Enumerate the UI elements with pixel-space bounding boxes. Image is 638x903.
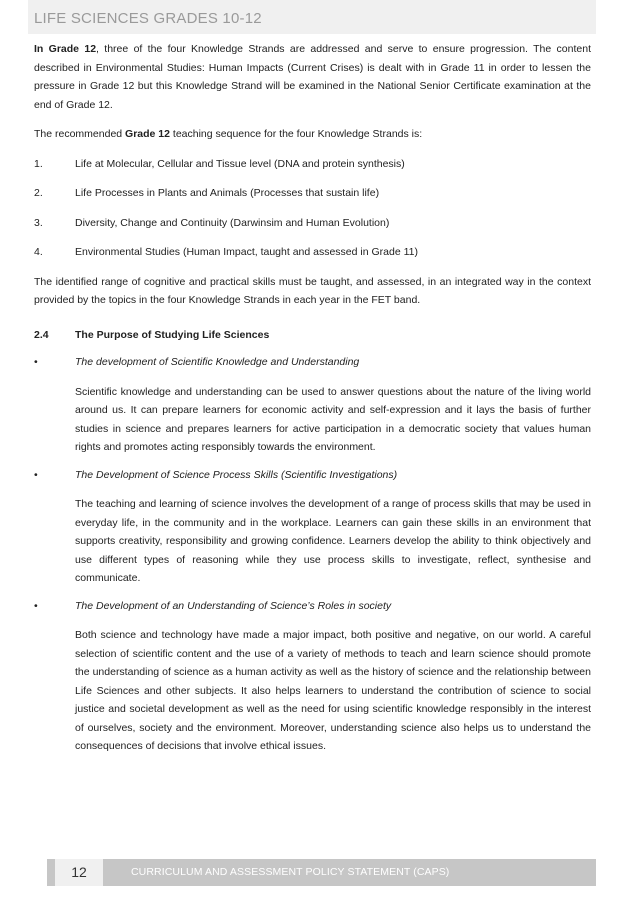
section-number: 2.4 bbox=[34, 328, 49, 341]
intro-paragraph bbox=[34, 40, 591, 114]
bullet-heading bbox=[34, 353, 591, 372]
bullet-body: Both science and technology have made a major impact, both positive and negative, on our world. A careful selection of scientific content and the use of a variety of methods to teach and learn science should promote the understanding of science as a human activity as well as the history of science and the relationship between Life Sciences and other subjects. It also helps learners to understand the contribution of science to social justice and societal development as well as the need for using scientific knowledge responsibly in the interest of ourselves, society and the environment. Moreover, understanding science also helps us to understand the consequences of decisions that involve ethical issues. bbox=[75, 629, 591, 752]
list-number: 1. bbox=[34, 157, 43, 170]
list-item bbox=[34, 214, 591, 233]
bullet-heading bbox=[34, 466, 591, 485]
sequence-suffix: teaching sequence for the four Knowledge Strands is: bbox=[170, 128, 423, 140]
footer-text: CURRICULUM AND ASSESSMENT POLICY STATEMENT (CAPS) bbox=[131, 866, 450, 878]
page-number: 12 bbox=[55, 859, 103, 886]
sequence-bold: Grade 12 bbox=[125, 128, 170, 140]
list-text: Diversity, Change and Continuity (Darwinsim and Human Evolution) bbox=[75, 216, 390, 229]
bullet-icon: • bbox=[34, 356, 38, 368]
sequence-prefix: The recommended bbox=[34, 128, 126, 140]
list-item bbox=[34, 184, 591, 203]
bullet-body: Scientific knowledge and understanding can be used to answer questions about the nature of the living world around us. It can prepare learners for economic activity and self-expression and it lays the basis of further studies in science and prepares learners for active participation in a democratic society that values human rights and promotes acting responsibly towards the environment. bbox=[75, 385, 591, 453]
sequence-intro bbox=[34, 125, 591, 144]
bullet-title: The Development of an Understanding of Science’s Roles in society bbox=[75, 599, 392, 612]
page-content bbox=[34, 40, 591, 756]
bullet-title: The Development of Science Process Skills (Scientific Investigations) bbox=[75, 468, 398, 481]
list-item bbox=[34, 155, 591, 174]
intro-text: , three of the four Knowledge Strands are addressed and serve to ensure progression. The content described in Environmental Studies: Human Impacts (Current Crises) is dealt with in Grade 11 in order to lessen the pressure in Grade 12 but this Knowledge Strand will be examined in the National Senior Certificate examination at the end of Grade 12. bbox=[34, 43, 591, 111]
intro-grade-bold: In Grade 12 bbox=[34, 43, 97, 55]
bullet-title: The development of Scientific Knowledge and Understanding bbox=[75, 356, 360, 368]
list-number: 2. bbox=[34, 187, 43, 199]
list-text: Life Processes in Plants and Animals (Processes that sustain life) bbox=[75, 187, 380, 199]
bullet-icon: • bbox=[34, 599, 38, 612]
list-item bbox=[34, 243, 591, 262]
bullet-icon: • bbox=[34, 468, 38, 481]
skills-paragraph: The identified range of cognitive and practical skills must be taught, and assessed, in an integrated way in the context provided by the topics in the four Knowledge Strands in each year in the FET band. bbox=[34, 275, 591, 306]
list-text: Life at Molecular, Cellular and Tissue level (DNA and protein synthesis) bbox=[75, 157, 405, 170]
list-number: 3. bbox=[34, 216, 43, 229]
section-heading bbox=[34, 326, 591, 345]
section-title: The Purpose of Studying Life Sciences bbox=[75, 328, 270, 341]
list-text: Environmental Studies (Human Impact, taught and assessed in Grade 11) bbox=[75, 246, 418, 258]
page-header-title: LIFE SCIENCES GRADES 10-12 bbox=[34, 10, 262, 27]
list-number: 4. bbox=[34, 246, 43, 258]
bullet-body: The teaching and learning of science involves the development of a range of process skills that may be used in everyday life, in the community and in the workplace. Learners can gain these skills in an environment that supports creativity, responsibility and growing confidence. Learners develop the ability to think objectively and use different types of reasoning while they use process skills to investigate, reflect, synthesise and communicate. bbox=[75, 498, 591, 584]
bullet-heading bbox=[34, 597, 591, 616]
